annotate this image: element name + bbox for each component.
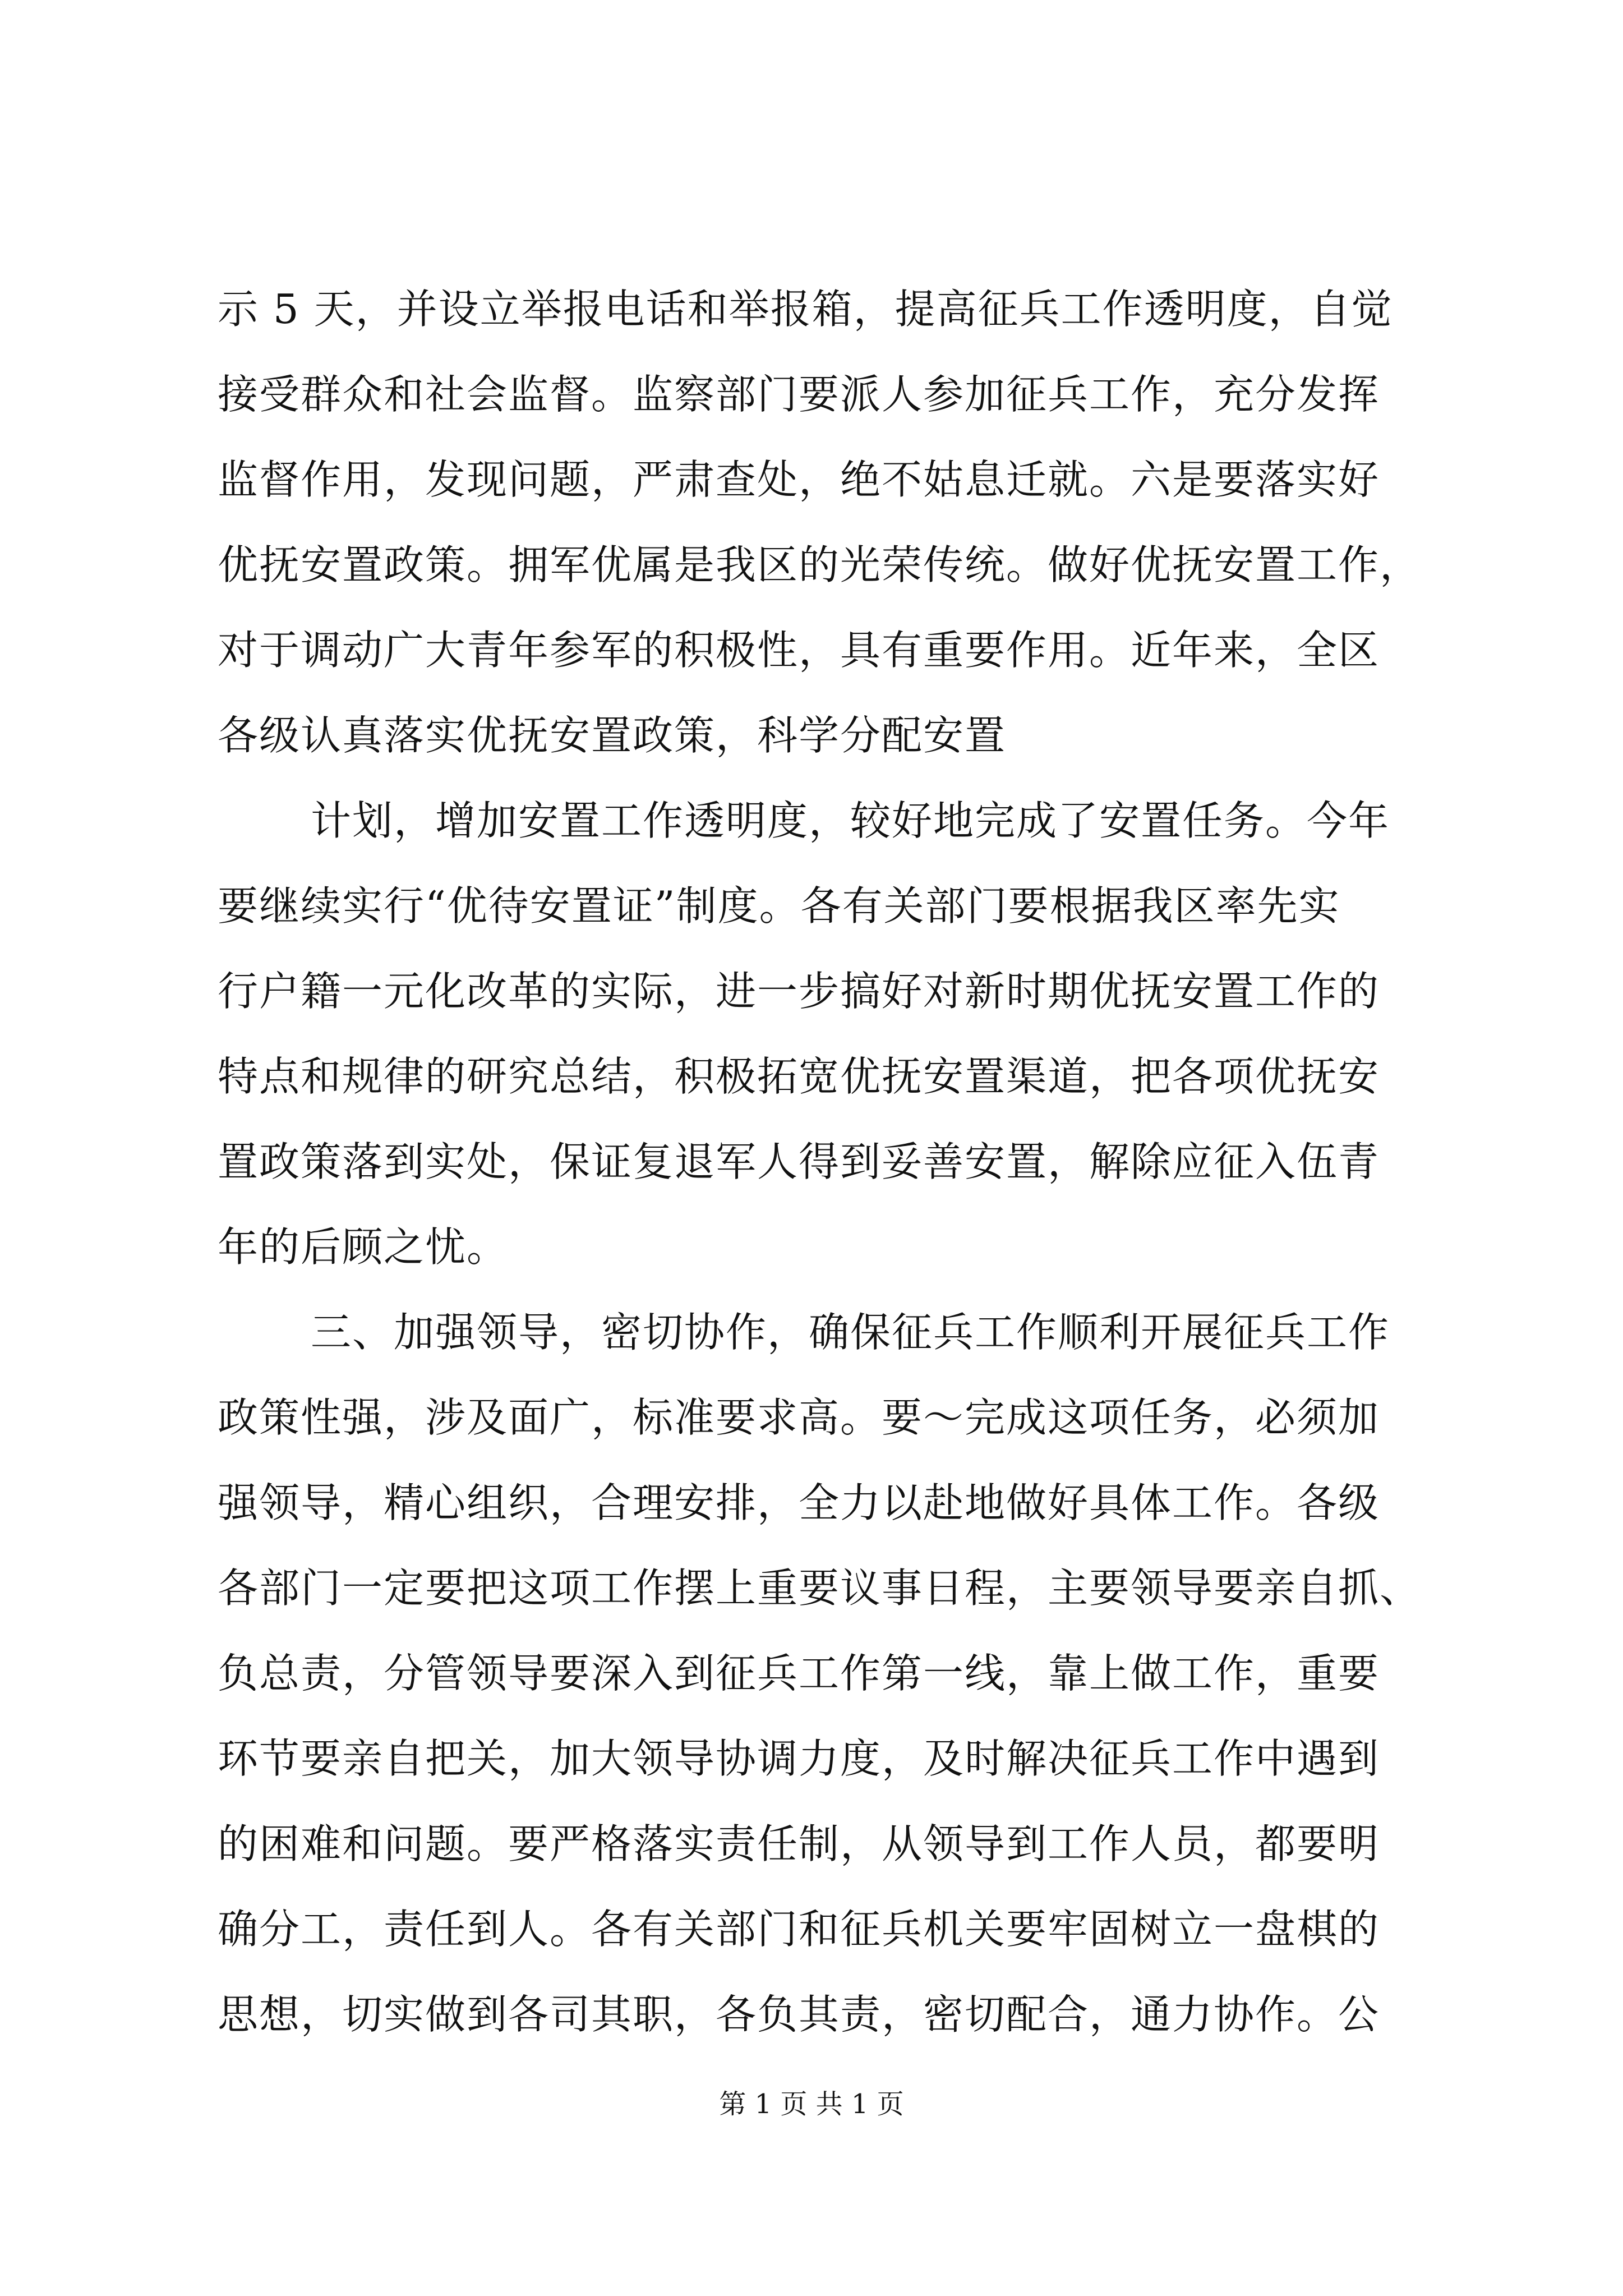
text-line: 行户籍一元化改革的实际，进一步搞好对新时期优抚安置工作的: [218, 968, 1380, 1015]
text-line: 各级认真落实优抚安置政策，科学分配安置: [218, 712, 1007, 759]
paragraph-2: [218, 778, 1418, 1290]
text-line: 负总责，分管领导要深入到征兵工作第一线，靠上做工作，重要: [218, 1650, 1380, 1697]
page-number-label: 第 1 页 共 1 页: [719, 2088, 904, 2120]
text-line: 接受群众和社会监督。监察部门要派人参加征兵工作，充分发挥: [218, 371, 1380, 418]
text-line: 确分工，责任到人。各有关部门和征兵机关要牢固树立一盘棋的: [218, 1906, 1380, 1953]
text-line: 思想，切实做到各司其职，各负其责，密切配合，通力协作。公: [218, 1991, 1380, 2038]
paragraph-1: [218, 266, 1422, 778]
paragraph-3: [218, 1290, 1422, 2057]
text-line: 优抚安置政策。拥军优属是我区的光荣传统。做好优抚安置工作，: [218, 541, 1422, 588]
text-line: 对于调动广大青年参军的积极性，具有重要作用。近年来，全区: [218, 627, 1380, 674]
text-line: 要继续实行“优待安置证”制度。各有关部门要根据我区率先实: [218, 882, 1340, 930]
document-body: [218, 266, 1422, 2057]
text-line: 强领导，精心组织，合理安排，全力以赴地做好具体工作。各级: [218, 1479, 1380, 1526]
page-footer: [0, 2082, 1623, 2121]
text-line: 特点和规律的研究总结，积极拓宽优抚安置渠道，把各项优抚安: [218, 1053, 1380, 1100]
text-line: 监督作用，发现问题，严肃查处，绝不姑息迁就。六是要落实好: [218, 456, 1380, 503]
text-line: 年的后顾之忧。: [218, 1223, 509, 1271]
text-line: 环节要亲自把关，加大领导协调力度，及时解决征兵工作中遇到: [218, 1735, 1380, 1782]
text-line: 的困难和问题。要严格落实责任制，从领导到工作人员，都要明: [218, 1820, 1380, 1867]
text-line: 政策性强，涉及面广，标准要求高。要～完成这项任务，必须加: [218, 1394, 1380, 1441]
text-line: 各部门一定要把这项工作摆上重要议事日程，主要领导要亲自抓、: [218, 1565, 1422, 1612]
text-line: 示 5 天，并设立举报电话和举报箱，提高征兵工作透明度，自觉: [218, 286, 1393, 333]
text-line: 三、加强领导，密切协作，确保征兵工作顺利开展征兵工作: [311, 1309, 1390, 1356]
text-line: 计划，增加安置工作透明度，较好地完成了安置任务。今年: [311, 797, 1390, 844]
text-line: 置政策落到实处，保证复退军人得到妥善安置，解除应征入伍青: [218, 1138, 1380, 1185]
